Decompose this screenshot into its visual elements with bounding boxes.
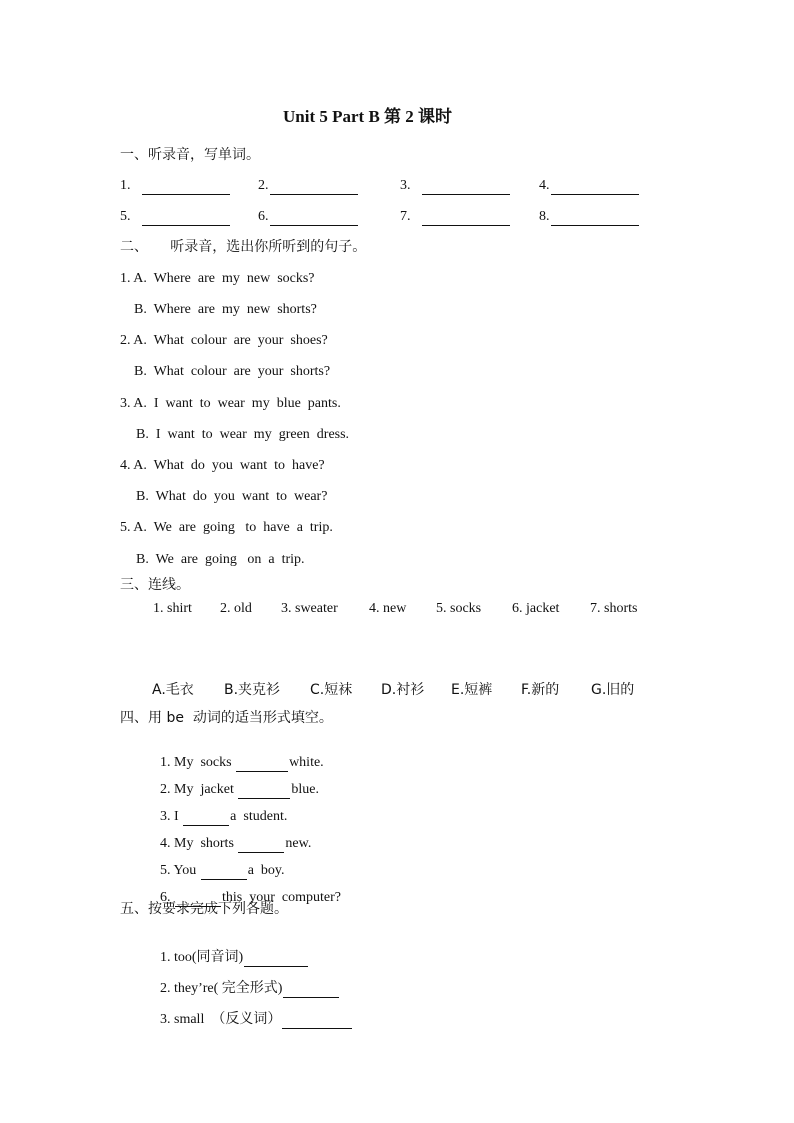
s2-option[interactable]: 3. A. I want to wear my blue pants. — [120, 396, 341, 411]
match-word[interactable]: 2. old — [220, 601, 252, 616]
s1-item-8: 8. — [539, 208, 640, 226]
section5-heading: 五、按要求完成下列各题。 — [120, 901, 288, 917]
section3-heading: 三、连线。 — [120, 577, 190, 593]
section2-heading: 二、 听录音，选出你所听到的句子。 — [120, 239, 367, 255]
answer-blank[interactable] — [282, 1014, 352, 1029]
answer-blank[interactable] — [422, 211, 510, 226]
answer-blank[interactable] — [422, 180, 510, 195]
answer-blank[interactable] — [270, 180, 358, 195]
answer-blank[interactable] — [142, 180, 230, 195]
match-meaning[interactable]: F.新的 — [521, 682, 560, 698]
task-item: 2. they’re( 完全形式) — [153, 962, 340, 998]
s1-item-3: 3. — [400, 177, 511, 195]
fill-item: 1. My socks white. — [160, 755, 324, 770]
s2-option[interactable]: B. Where are my new shorts? — [134, 302, 317, 317]
match-meaning[interactable]: E.短裤 — [451, 682, 493, 698]
s1-item-5: 5. — [120, 208, 231, 226]
fill-item: 6. this your computer? — [160, 890, 341, 905]
s1-item-4: 4. — [539, 177, 640, 195]
match-word[interactable]: 5. socks — [436, 601, 482, 616]
match-meaning[interactable]: C.短袜 — [310, 682, 353, 698]
fill-item: 3. I a student. — [160, 809, 288, 824]
s2-option[interactable]: 2. A. What colour are your shoes? — [120, 333, 328, 348]
s2-option[interactable]: B. We are going on a trip. — [136, 552, 305, 567]
page-title: Unit 5 Part B 第 2 课时 — [283, 107, 453, 126]
s2-option[interactable]: B. I want to wear my green dress. — [136, 427, 350, 442]
match-word[interactable]: 4. new — [369, 601, 407, 616]
answer-blank[interactable] — [142, 211, 230, 226]
answer-blank[interactable] — [551, 180, 639, 195]
fill-item: 4. My shorts new. — [160, 836, 312, 851]
match-word[interactable]: 1. shirt — [153, 601, 192, 616]
match-meaning[interactable]: G.旧的 — [591, 682, 635, 698]
s1-item-7: 7. — [400, 208, 511, 226]
match-word[interactable]: 3. sweater — [281, 601, 338, 616]
fill-item: 2. My jacket blue. — [160, 782, 319, 797]
match-meaning[interactable]: A.毛衣 — [152, 682, 194, 698]
match-word[interactable]: 7. shorts — [590, 601, 638, 616]
s2-option[interactable]: B. What colour are your shorts? — [134, 364, 331, 379]
section4-heading: 四、用 be 动词的适当形式填空。 — [120, 710, 333, 726]
s2-option[interactable]: 4. A. What do you want to have? — [120, 458, 325, 473]
task-item: 3. small （反义词） — [153, 993, 353, 1029]
s2-option[interactable]: 1. A. Where are my new socks? — [120, 271, 315, 286]
match-word[interactable]: 6. jacket — [512, 601, 560, 616]
fill-item: 5. You a boy. — [160, 863, 285, 878]
match-meaning[interactable]: D.衬衫 — [381, 682, 425, 698]
s1-item-6: 6. — [258, 208, 359, 226]
s1-item-2: 2. — [258, 177, 359, 195]
answer-blank[interactable] — [551, 211, 639, 226]
section1-heading: 一、听录音，写单词。 — [120, 147, 260, 163]
s2-option[interactable]: 5. A. We are going to have a trip. — [120, 520, 333, 535]
s1-item-1: 1. — [120, 177, 231, 195]
match-meaning[interactable]: B.夹克衫 — [224, 682, 281, 698]
s2-option[interactable]: B. What do you want to wear? — [136, 489, 328, 504]
task-item: 1. too(同音词) — [153, 931, 309, 967]
answer-blank[interactable] — [270, 211, 358, 226]
